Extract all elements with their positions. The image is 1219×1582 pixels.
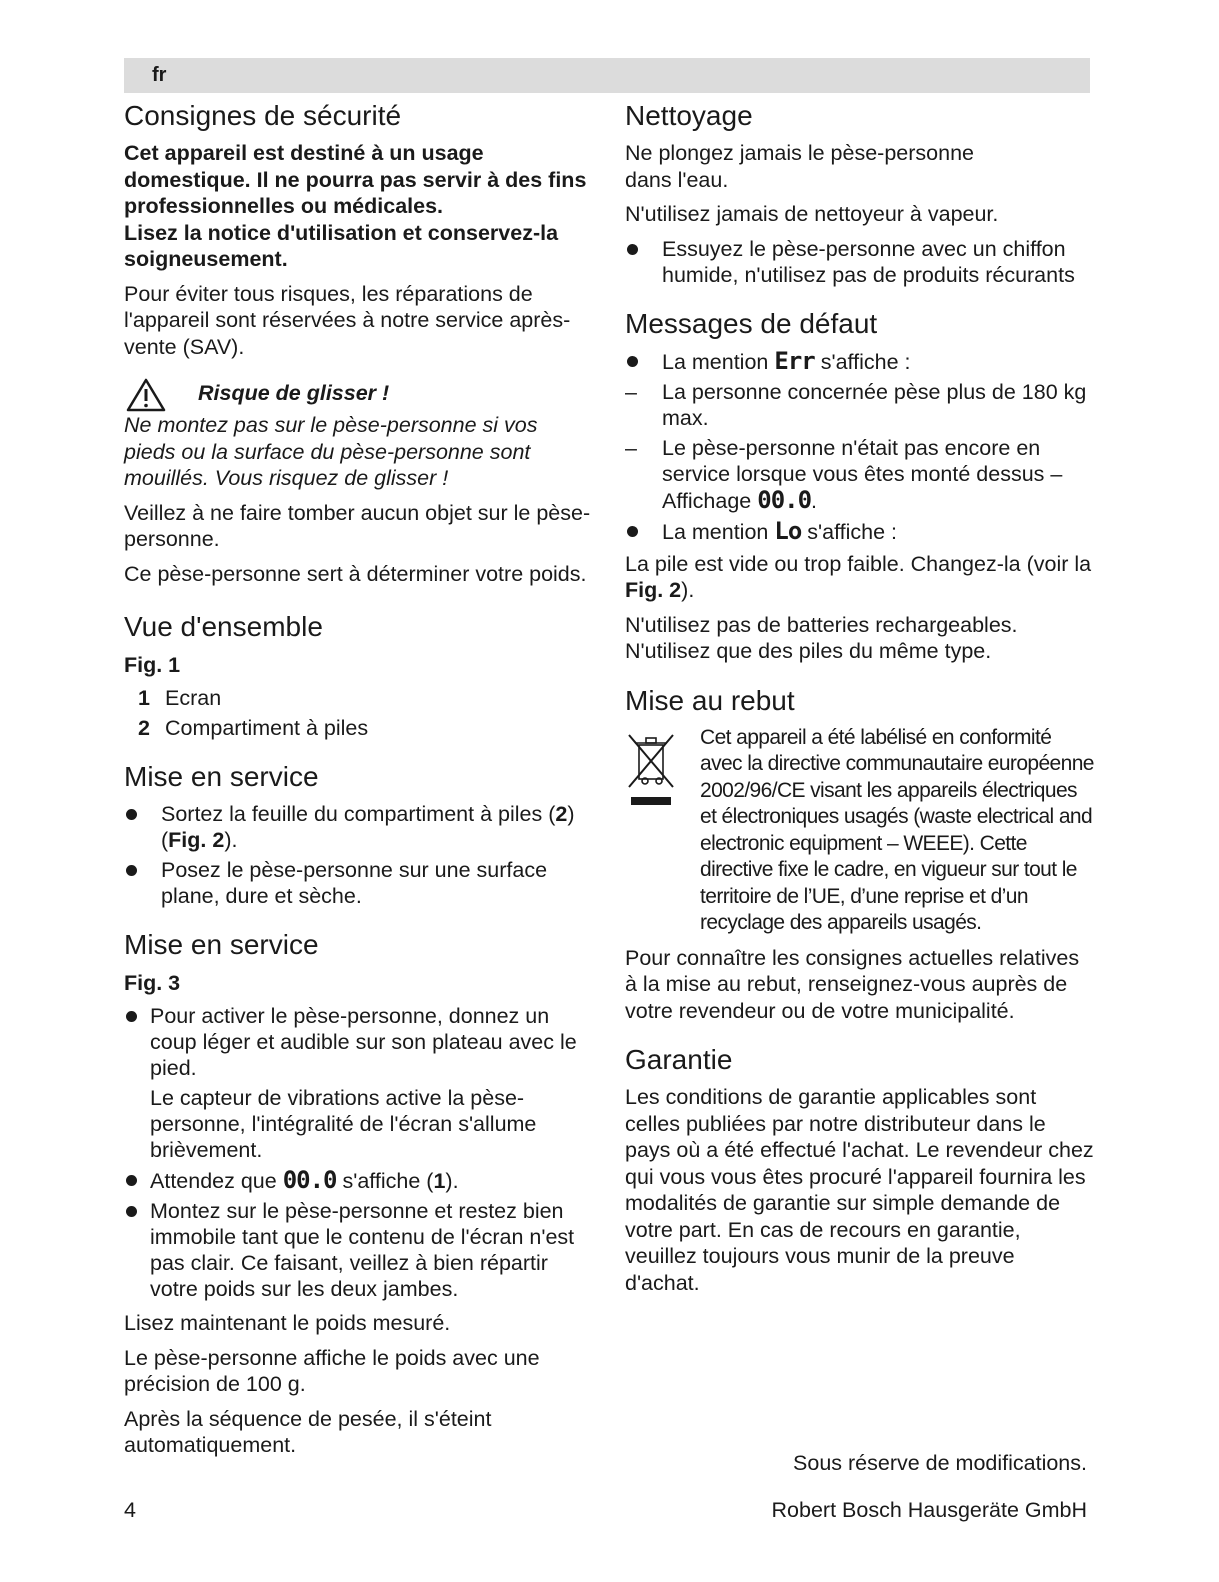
errors-paragraph-1 [625, 551, 1095, 604]
use-paragraph-2: Le pèse-personne affiche le poids avec une précision de 100 g. [124, 1345, 540, 1396]
list-item [625, 518, 1095, 545]
item-label: Ecran [165, 686, 222, 710]
warning-title: Risque de glisser ! [198, 381, 390, 405]
warning-text: Ne montez pas sur le pèse-personne si vos pieds ou la surface du pèse-personne sont mouillés. Vous risquez de glisser ! [124, 413, 538, 490]
item-subtext: Le capteur de vibrations active la pèse-personne, l'intégralité de l'écran s'allume brièvement. [150, 1086, 537, 1162]
item-number: 2 [138, 716, 150, 740]
text: . [811, 488, 818, 513]
disposal-title: Mise au rebut [625, 684, 795, 716]
safety-bold-2: Lisez la notice d'utilisation et conservez-la soigneusement. [124, 220, 559, 271]
safety-title: Consignes de sécurité [124, 100, 402, 131]
list-item: Essuyez le pèse-personne avec un chiffon humide, n'utilisez pas de produits récurants [625, 236, 1095, 288]
text: Sortez la feuille du compartiment à piles ( [161, 802, 556, 826]
overview-list [124, 685, 594, 741]
safety-bold-1: Cet appareil est destiné à un usage domestique. Il ne pourra pas servir à des fins professionnelles ou médicales. [124, 141, 587, 218]
warranty-title: Garantie [625, 1044, 733, 1075]
text: ) ( [161, 802, 575, 852]
ref: 1 [433, 1169, 446, 1193]
cleaning-paragraph-1: Ne plongez jamais le pèse-personne dans l'eau. [625, 141, 974, 192]
disposal-paragraph-1: Pour connaître les consignes actuelles relatives à la mise au rebut, renseignez-vous auprès de votre revendeur ou de votre municipalité. [625, 945, 1080, 1023]
text: ). [445, 1169, 459, 1193]
cleaning-title: Nettoyage [625, 100, 753, 131]
text: s'affiche ( [342, 1169, 434, 1193]
right-column [625, 98, 1095, 1304]
item-label: Compartiment à piles [165, 716, 369, 740]
warning-block [124, 378, 594, 412]
setup-title: Mise en service [124, 761, 319, 792]
cleaning-list [625, 236, 1095, 288]
use-paragraph-3: Après la séquence de pesée, il s'éteint automatiquement. [124, 1406, 492, 1457]
text: La pile est vide ou trop faible. Changez-la (voir la [625, 551, 1092, 576]
list-item [625, 348, 1095, 375]
item-number: 1 [138, 686, 150, 710]
lcd-display: Lo [774, 516, 802, 545]
warranty-paragraph: Les conditions de garantie applicables sont celles publiées par notre distributeur dans le pays où a été effectué l'achat. Le revendeur chez qui vous vous êtes procuré l'appareil fournira les modalités de garantie sur simple demande de votre part. En cas de recours en garantie, veuillez toujours vous munir de la preuve d'achat. [625, 1085, 1094, 1295]
crossed-bin-icon [625, 729, 677, 809]
list-item [625, 435, 1095, 514]
item-text: Pour activer le pèse-personne, donnez un coup léger et audible sur son plateau avec le pied. [150, 1004, 577, 1080]
language-bar [124, 58, 1090, 93]
cleaning-paragraph-2: N'utilisez jamais de nettoyeur à vapeur. [625, 202, 999, 226]
list-item [124, 1003, 594, 1163]
footer-company: Robert Bosch Hausgeräte GmbH [771, 1498, 1087, 1522]
use-title: Mise en service [124, 929, 319, 960]
list-item: – La personne concernée pèse plus de 180 kg max. [625, 379, 1095, 431]
left-column [124, 98, 594, 1467]
list-item [124, 715, 594, 741]
fig-ref: Fig. 2 [168, 828, 225, 852]
page-number: 4 [124, 1498, 136, 1522]
text: La mention [662, 349, 769, 374]
use-paragraph-1: Lisez maintenant le poids mesuré. [124, 1311, 451, 1335]
text: La mention [662, 519, 769, 544]
fig-ref: Fig. 2 [625, 578, 682, 602]
text: ). [224, 828, 238, 852]
safety-paragraph-2: Veillez à ne faire tomber aucun objet sur le pèse-personne. [124, 500, 591, 551]
text: ). [681, 578, 695, 602]
errors-list [625, 348, 1095, 545]
footer-reserve: Sous réserve de modifications. [793, 1451, 1087, 1475]
text: Le pèse-personne n'était pas encore en service lorsque vous êtes monté dessus – Affichage [662, 435, 1063, 513]
list-item [124, 1167, 594, 1194]
use-list [124, 1003, 594, 1302]
safety-paragraph-1: Pour éviter tous risques, les réparations de l'appareil sont réservées à notre service après-vente (SAV). [124, 281, 571, 359]
list-item: Posez le pèse-personne sur une surface plane, dure et sèche. [124, 857, 594, 909]
list-item [124, 801, 594, 853]
list-item: Montez sur le pèse-personne et restez bien immobile tant que le contenu de l'écran n'est pas clair. Ce faisant, veillez à bien répartir votre poids sur les deux jambes. [124, 1198, 594, 1302]
safety-paragraph-3: Ce pèse-personne sert à déterminer votre poids. [124, 561, 587, 586]
warning-icon [126, 378, 166, 412]
lcd-display: 00.0 [282, 1166, 337, 1194]
overview-fig-label: Fig. 1 [124, 653, 181, 677]
lcd-display: Err [774, 346, 815, 375]
language-code: fr [152, 64, 167, 86]
ref: 2 [555, 802, 568, 826]
text: s'affiche : [820, 349, 911, 374]
text: s'affiche : [807, 519, 898, 544]
list-item [124, 685, 594, 711]
text: Attendez que [150, 1169, 277, 1193]
lcd-display: 00.0 [757, 485, 812, 514]
errors-paragraph-2: N'utilisez pas de batteries rechargeables. N'utilisez que des piles du même type. [625, 612, 1018, 663]
overview-title: Vue d'ensemble [124, 611, 323, 642]
weee-block [625, 725, 1095, 937]
weee-text: Cet appareil a été labélisé en conformité avec la directive communautaire européenne 2002/96/CE visant les appareils électriques et électroniques usagés (waste electrical and electronic equipment – WEEE). Cette directive fixe le cadre, en vigueur sur tout le territoire de l’UE, d’une reprise et d’un recyclage des appareils usagés. [700, 725, 1094, 934]
setup-list [124, 801, 594, 909]
use-fig-label: Fig. 3 [124, 971, 181, 995]
errors-title: Messages de défaut [625, 307, 878, 339]
